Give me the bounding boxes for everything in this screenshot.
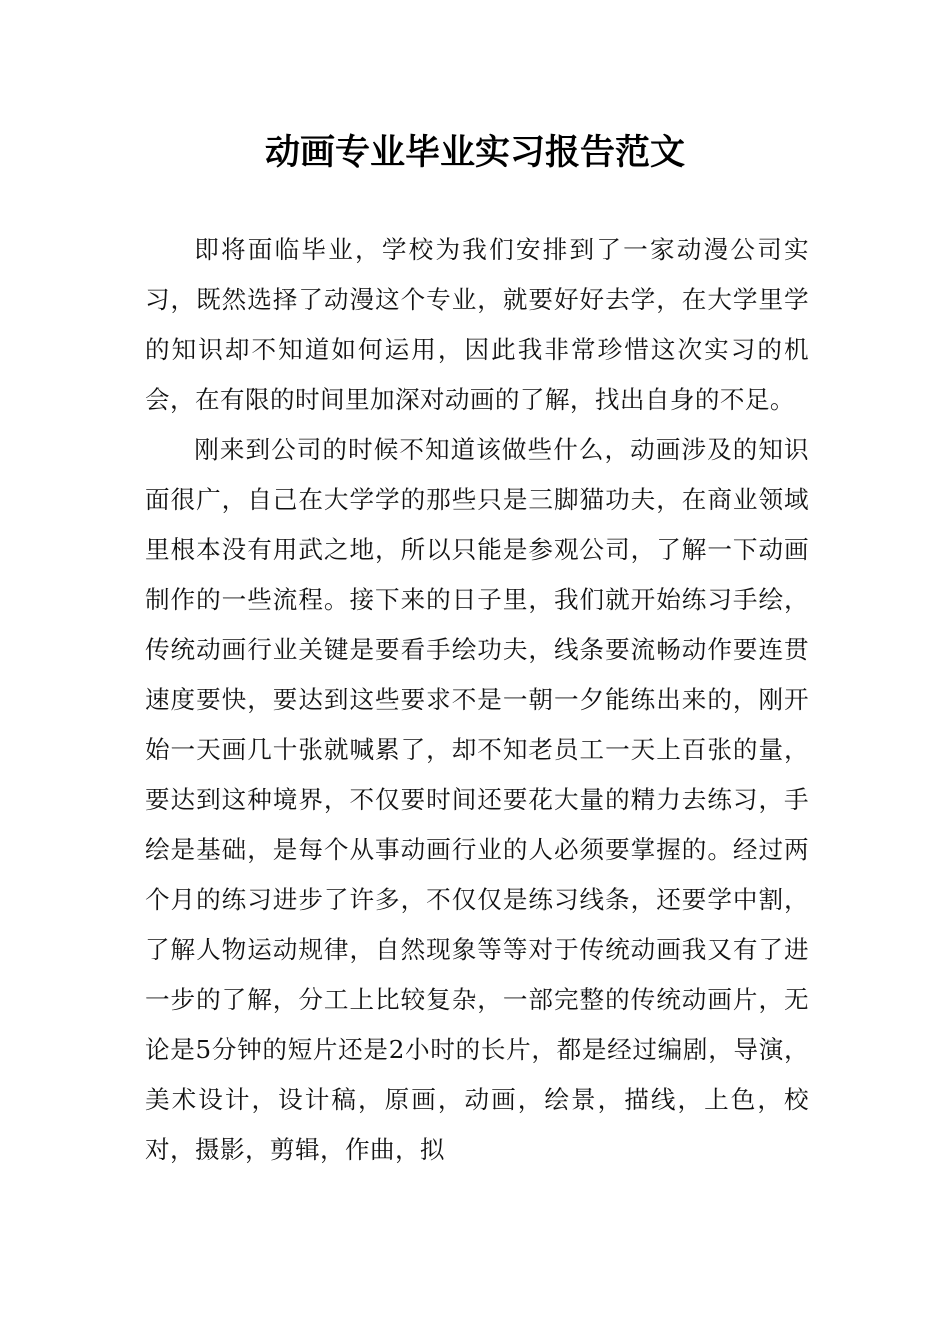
document-title: 动画专业毕业实习报告范文	[264, 133, 685, 173]
document-body	[145, 225, 809, 1175]
paragraph-1: 即将面临毕业，学校为我们安排到了一家动漫公司实习，既然选择了动漫这个专业，就要好好去学，在大学里学的知识却不知道如何运用，因此我非常珍惜这次实习的机会，在有限的时间里加深对动画的了解，找出自身的不足。	[145, 235, 809, 414]
paragraph-2: 刚来到公司的时候不知道该做些什么，动画涉及的知识面很广，自己在大学学的那些只是三脚猫功夫，在商业领域里根本没有用武之地，所以只能是参观公司，了解一下动画制作的一些流程。接下来的日子里，我们就开始练习手绘，传统动画行业关键是要看手绘功夫，线条要流畅动作要连贯速度要快，要达到这些要求不是一朝一夕能练出来的，刚开始一天画几十张就喊累了，却不知老员工一天上百张的量，要达到这种境界，不仅要时间还要花大量的精力去练习，手绘是基础，是每个从事动画行业的人必须要掌握的。经过两个月的练习进步了许多，不仅仅是练习线条，还要学中割，了解人物运动规律，自然现象等等对于传统动画我又有了进一步的了解，分工上比较复杂，一部完整的传统动画片，无论是5分钟的短片还是2小时的长片，都是经过编剧，导演，美术设计，设计稿，原画，动画，绘景，描线，上色，校对，摄影，剪辑，作曲，拟	[145, 435, 809, 1164]
